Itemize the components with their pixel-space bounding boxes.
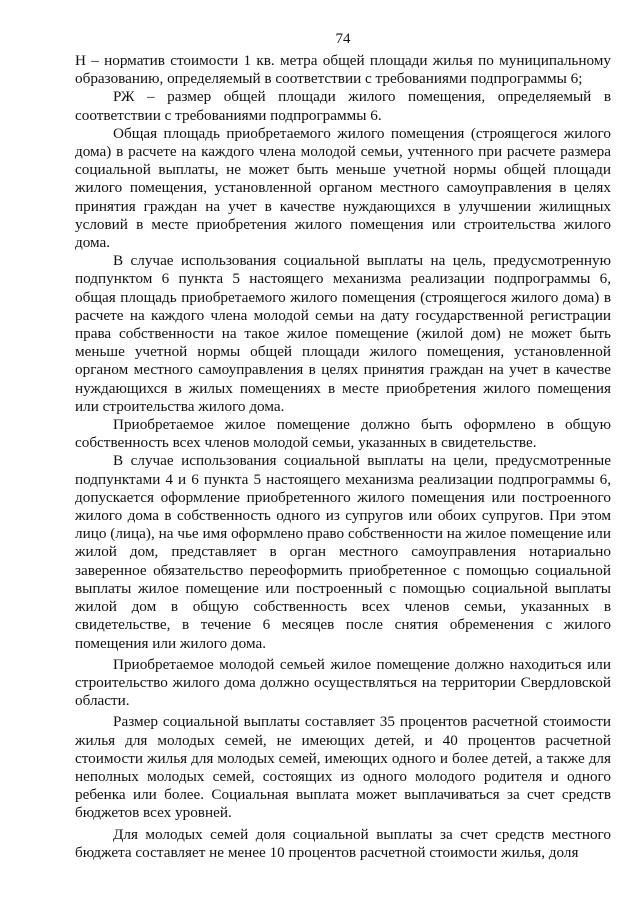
paragraph-spouse-ownership: В случае использования социальной выплаты на цели, предусмотренные подпунктами 4 и 6 пункта 5 настоящего механизма реализации подпрограммы 6, допускается оформление приобретенного жилого помещения или построенного жилого дома в собственность одного из супругов или обоих супругов. При этом лицо (лица), на чье имя оформлено право собственности на жилое помещение или жилой дом, представляет в орган местного самоуправления нотариально заверенное обязательство переоформить приобретенное с помощью социальной выплаты жилое помещение или построенный с помощью социальной выплаты жилой дом в общую собственность всех членов семьи, указанных в свидетельстве, в течение 6 месяцев после снятия обременения с жилого помещения или жилого дома. bbox=[75, 452, 611, 652]
document-page bbox=[75, 30, 611, 900]
paragraph-definition-n: Н – норматив стоимости 1 кв. метра общей площади жилья по муниципальному образованию, определяемый в соответствии с требованиями подпрограммы 6; bbox=[75, 52, 611, 88]
paragraph-common-ownership: Приобретаемое жилое помещение должно быть оформлено в общую собственность всех членов молодой семьи, указанных в свидетельстве. bbox=[75, 416, 611, 452]
paragraph-min-area-rule: Общая площадь приобретаемого жилого помещения (строящегося жилого дома) в расчете на каждого члена молодой семьи, учтенного при расчете размера социальной выплаты, не может быть меньше учетной нормы общей площади жилого помещения, установленной органом местного самоуправления в целях принятия граждан на учет в качестве нуждающихся в улучшении жилищных условий в месте приобретения жилого помещения или строительства жилого дома. bbox=[75, 124, 611, 252]
paragraph-subitem-6-area-rule: В случае использования социальной выплаты на цель, предусмотренную подпунктом 6 пункта 5 настоящего механизма реализации подпрограммы 6, общая площадь приобретаемого жилого помещения (строящегося жилого дома) в расчете на каждого члена молодой семьи на дату государственной регистрации права собственности на такое жилое помещение (жилой дом) не может быть меньше учетной нормы общей площади жилого помещения, установленной органом местного самоуправления в целях принятия граждан на учет в качестве нуждающихся в жилых помещениях в месте приобретения жилого помещения или строительства жилого дома. bbox=[75, 252, 611, 415]
page-number: 74 bbox=[335, 31, 351, 47]
paragraph-definition-rzh: РЖ – размер общей площади жилого помещения, определяемый в соответствии с требованиями подпрограммы 6. bbox=[75, 88, 611, 124]
paragraph-territory: Приобретаемое молодой семьей жилое помещение должно находиться или строительство жилого дома должно осуществляться на территории Свердловской области. bbox=[75, 655, 611, 710]
paragraph-payment-size: Размер социальной выплаты составляет 35 процентов расчетной стоимости жилья для молодых семей, не имеющих детей, и 40 процентов расчетной стоимости жилья для молодых семей, имеющих одного и более детей, а также для неполных молодых семей, состоящих из одного молодого родителя и одного ребенка или более. Социальная выплата может выплачиваться за счет средств бюджетов всех уровней. bbox=[75, 713, 611, 822]
paragraph-local-budget-share: Для молодых семей доля социальной выплаты за счет средств местного бюджета составляет не менее 10 процентов расчетной стоимости жилья, доля bbox=[75, 825, 611, 861]
